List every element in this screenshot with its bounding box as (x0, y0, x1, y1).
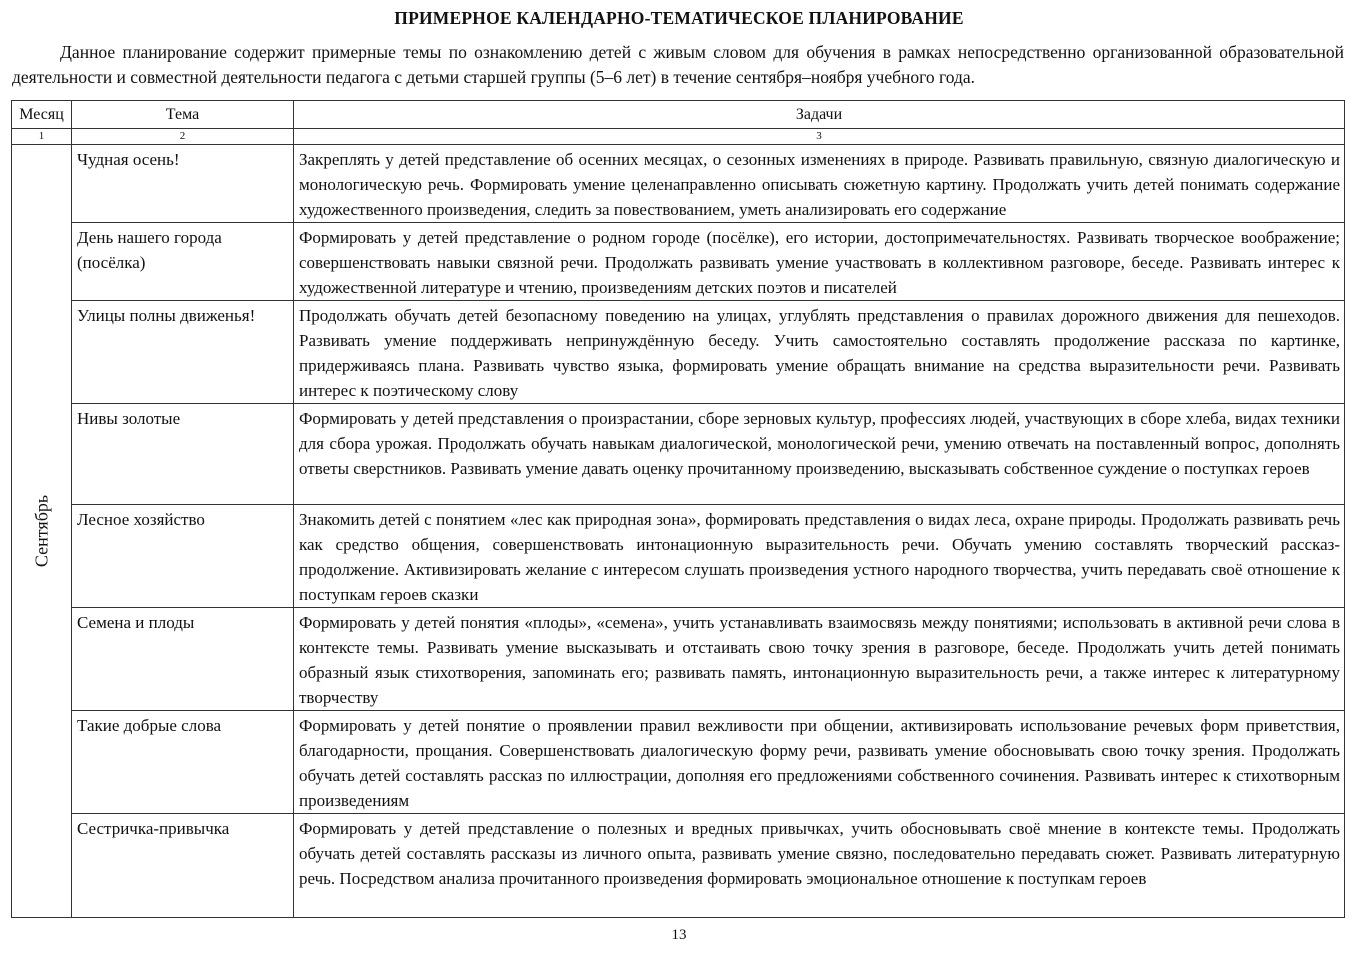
tasks-cell: Формировать у детей представление о полезных и вредных привычках, учить обосновывать своё мнение в контексте темы. Продолжать обучать детей составлять рассказы из личного опыта, развивать умение связно, последовательно передавать сюжет. Развивать литературную речь. Посредством анализа прочитанного произведения формировать эмоциональное отношение к поступкам героев (294, 814, 1345, 918)
column-number-row (12, 129, 1345, 145)
tasks-cell: Формировать у детей представления о произрастании, сборе зерновых культур, профессиях людей, участвующих в сборе хлеба, видах техники для сбора урожая. Продолжать обучать навыкам диалогической, монологической речи, умению отвечать на поставленный вопрос, дополнять ответы сверстников. Развивать умение давать оценку прочитанному произведению, высказывать собственное суждение о поступках героев (294, 404, 1345, 505)
header-tasks: Задачи (294, 101, 1345, 129)
table-row (12, 711, 1345, 814)
tasks-cell: Знакомить детей с понятием «лес как природная зона», формировать представления о видах леса, охране природы. Продолжать развивать речь как средство общения, совершенствовать интонационную выразительность речи. Обучать умению составлять творческий рассказ-продолжение. Активизировать желание с интересом слушать произведения устного народного творчества, учить передавать своё отношение к поступкам героев сказки (294, 505, 1345, 608)
month-label: Сентябрь (31, 494, 51, 568)
tasks-cell: Закреплять у детей представление об осенних месяцах, о сезонных изменениях в природе. Развивать правильную, связную диалогическую и монологическую речь. Формировать умение целенаправленно описывать сюжетную картину. Продолжать учить детей понимать содержание художественного произведения, следить за повествованием, уметь анализировать его содержание (294, 145, 1345, 223)
table-header-row (12, 101, 1345, 129)
table-row (12, 404, 1345, 505)
topic-cell: Сестричка-привычка (72, 814, 294, 918)
column-number: 1 (12, 129, 72, 145)
tasks-cell: Формировать у детей представление о родном городе (посёлке), его истории, достопримечательностях. Развивать творческое воображение; совершенствовать навыки связной речи. Продолжать развивать умение участвовать в коллективном разговоре, беседе. Развивать интерес к художественной литературе и чтению, произведениям детских поэтов и писателей (294, 223, 1345, 301)
topic-cell: Лесное хозяйство (72, 505, 294, 608)
topic-cell: Улицы полны движенья! (72, 301, 294, 404)
table-row (12, 301, 1345, 404)
tasks-cell: Формировать у детей понятия «плоды», «семена», учить устанавливать взаимосвязь между понятиями; использовать в активной речи слова в контексте темы. Развивать умение высказывать и отстаивать свою точку зрения в разговоре, беседе. Продолжать учить детей понимать образный язык стихотворения, запоминать его; развивать память, интонационную выразительность речи, а также интерес к литературному творчеству (294, 608, 1345, 711)
month-cell (12, 145, 72, 918)
topic-cell: Семена и плоды (72, 608, 294, 711)
column-number: 2 (72, 129, 294, 145)
tasks-cell: Продолжать обучать детей безопасному поведению на улицах, углублять представления о правилах дорожного движения для пешеходов. Развивать умение поддерживать непринуждённую беседу. Учить самостоятельно составлять продолжение рассказа по картинке, придерживаясь плана. Развивать чувство языка, формировать умение обращать внимание на средства выразительности речи. Развивать интерес к поэтическому слову (294, 301, 1345, 404)
table-row (12, 223, 1345, 301)
page-number: 13 (671, 927, 687, 943)
table-row (12, 145, 1345, 223)
intro-text: Данное планирование содержит примерные темы по ознакомлению детей с живым словом для обучения в рамках непосредственно организованной образовательной деятельности и совместной деятельности педагога с детьми старшей группы (5–6 лет) в течение сентября–ноября учебного года. (12, 42, 1344, 87)
tasks-cell: Формировать у детей понятие о проявлении правил вежливости при общении, активизировать использование речевых форм приветствия, благодарности, прощания. Совершенствовать диалогическую форму речи, развивать умение обосновывать свою точку зрения. Продолжать обучать детей составлять рассказ по иллюстрации, дополняя его предложениями собственного сочинения. Развивать интерес к стихотворным произведениям (294, 711, 1345, 814)
table-row (12, 505, 1345, 608)
page-title: ПРИМЕРНОЕ КАЛЕНДАРНО-ТЕМАТИЧЕСКОЕ ПЛАНИРОВАНИЕ (394, 8, 964, 28)
table-row (12, 814, 1345, 918)
header-topic: Тема (72, 101, 294, 129)
topic-cell: Чудная осень! (72, 145, 294, 223)
table-row (12, 608, 1345, 711)
topic-cell: Такие добрые слова (72, 711, 294, 814)
topic-cell: День нашего города (посёлка) (72, 223, 294, 301)
planning-table (11, 100, 1345, 918)
topic-cell: Нивы золотые (72, 404, 294, 505)
header-month: Месяц (12, 101, 72, 129)
column-number: 3 (294, 129, 1345, 145)
intro-paragraph (12, 40, 1344, 90)
